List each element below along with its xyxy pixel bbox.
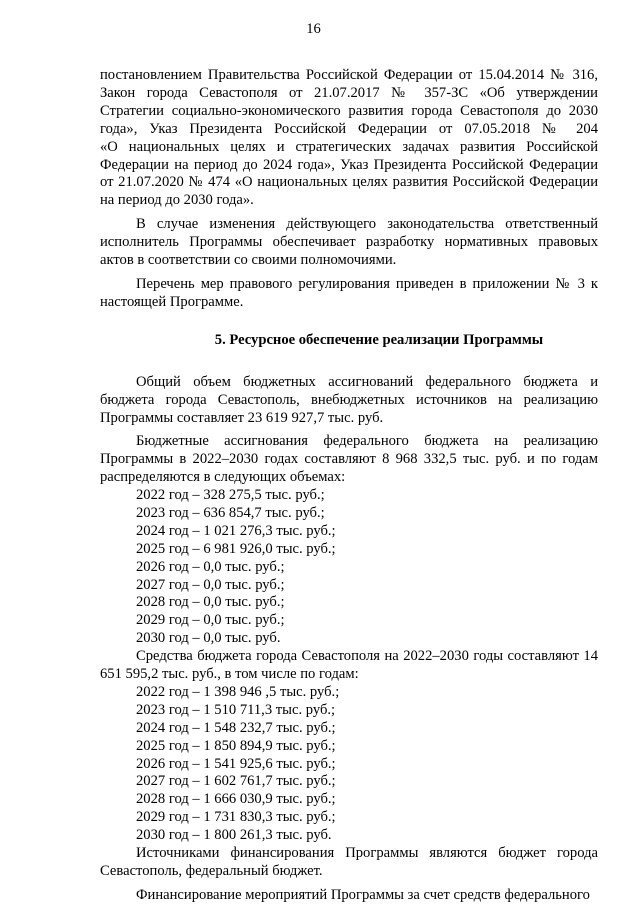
legal-basis-paragraph — [100, 67, 598, 210]
federal-budget-by-year-list — [100, 487, 598, 648]
section-heading: 5. Ресурсное обеспечение реализации Программы — [214, 331, 544, 348]
list-item: 2027 год – 1 602 761,7 тыс. руб.; — [136, 773, 336, 790]
list-item: 2024 год – 1 021 276,3 тыс. руб.; — [136, 522, 336, 539]
list-item: 2026 год – 1 541 925,6 тыс. руб.; — [136, 755, 336, 772]
text-line: года», Указ Президента Российской Федерации от 07.05.2018 № 204 — [100, 120, 598, 137]
list-item: 2030 год – 1 800 261,3 тыс. руб. — [136, 827, 332, 844]
financing-paragraph: Финансирование мероприятий Программы за счет средств федерального — [136, 886, 590, 903]
city-budget-paragraph: Средства бюджета города Севастополя на 2022–2030 годы составляют 14 651 595,2 тыс. руб., в том числе по годам: — [100, 648, 598, 683]
list-item: 2028 год – 1 666 030,9 тыс. руб.; — [136, 791, 336, 808]
legislation-change-paragraph: В случае изменения действующего законодательства ответственный исполнитель Программы обеспечивает разработку нормативных правовых актов в соответствии со своими полномочиями. — [100, 216, 598, 269]
text-line: постановлением Правительства Российской Федерации от 15.04.2014 № 316, — [100, 67, 598, 83]
city-budget-by-year-list — [100, 684, 598, 845]
text-line: на период до 2030 года». — [100, 192, 254, 209]
list-item: 2022 год – 1 398 946 ,5 тыс. руб.; — [136, 683, 340, 700]
total-volume-paragraph: Общий объем бюджетных ассигнований федерального бюджета и бюджета города Севастополь, внебюджетных источников на реализацию Программы составляет 23 619 927,7 тыс. руб. — [100, 373, 598, 426]
text-line: Федерации на период до 2024 года», Указ Президента Российской Федерации — [100, 156, 598, 173]
list-item: 2025 год – 1 850 894,9 тыс. руб.; — [136, 737, 336, 754]
text-line: от 21.07.2020 № 474 «О национальных целях развития Российской Федерации — [100, 174, 598, 191]
list-item: 2024 год – 1 548 232,7 тыс. руб.; — [136, 719, 336, 736]
list-item: 2022 год – 328 275,5 тыс. руб.; — [136, 487, 325, 504]
list-item: 2029 год – 0,0 тыс. руб.; — [136, 612, 285, 629]
list-item: 2027 год – 0,0 тыс. руб.; — [136, 576, 285, 593]
list-item: 2030 год – 0,0 тыс. руб. — [136, 630, 281, 647]
text-line: Стратегии социально-экономического развития города Севастополя до 2030 — [100, 102, 598, 119]
text-line: Закон города Севастополя от 21.07.2017 № 357-ЗС «Об утверждении — [100, 84, 598, 101]
list-item: 2029 год – 1 731 830,3 тыс. руб.; — [136, 809, 336, 826]
text-line: «О национальных целях и стратегических задачах развития Российской — [100, 138, 598, 155]
list-item: 2025 год – 6 981 926,0 тыс. руб.; — [136, 540, 336, 557]
page-body — [100, 67, 598, 905]
list-item: 2023 год – 1 510 711,3 тыс. руб.; — [136, 701, 336, 718]
funding-sources-paragraph: Источниками финансирования Программы являются бюджет города Севастополь, федеральный бюджет. — [100, 844, 598, 879]
list-item: 2023 год – 636 854,7 тыс. руб.; — [136, 505, 325, 522]
measures-list-paragraph: Перечень мер правового регулирования приведен в приложении № 3 к настоящей Программе. — [100, 275, 598, 310]
federal-budget-paragraph: Бюджетные ассигнования федерального бюджета на реализацию Программы в 2022–2030 годах составляют 8 968 332,5 тыс. руб. и по годам распределяются в следующих объемах: — [100, 433, 598, 486]
page-number: 16 — [306, 21, 321, 37]
list-item: 2028 год – 0,0 тыс. руб.; — [136, 594, 285, 611]
list-item: 2026 год – 0,0 тыс. руб.; — [136, 558, 285, 575]
